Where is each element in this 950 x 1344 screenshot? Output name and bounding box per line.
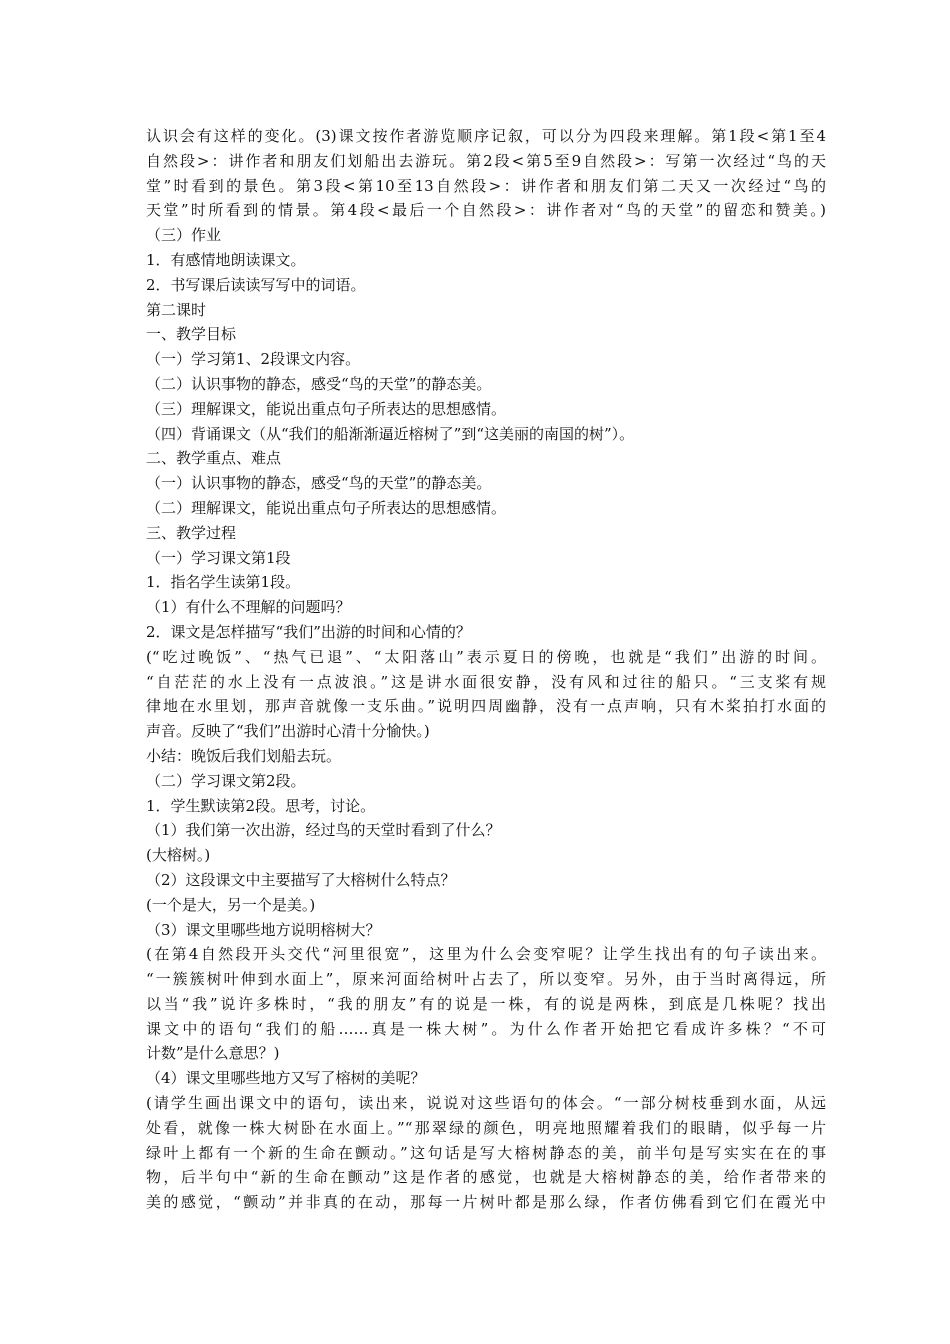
text-line: 声音。反映了“我们”出游时心清十分愉快。) <box>146 722 430 741</box>
text-line: 物，后半句中“新的生命在颤动”这是作者的感觉，也就是大榕树静态的美，给作者带来的 <box>146 1168 826 1187</box>
text-line: 天堂”时所看到的情景。第4段<最后一个自然段>：讲作者对“鸟的天堂”的留恋和赞美。) <box>146 201 826 220</box>
text-line: 三、教学过程 <box>146 523 237 542</box>
text-line: 课文中的语句“我们的船……真是一株大树”。为什么作者开始把它看成许多株？“不可 <box>146 1019 826 1038</box>
text-line: 美的感觉，“颤动”并非真的在动，那每一片树叶都是那么绿，作者仿佛看到它们在霞光中 <box>146 1193 826 1212</box>
text-line: 堂”时看到的景色。第3段<第10至13自然段>：讲作者和朋友们第二天又一次经过“鸟的 <box>146 176 826 195</box>
text-line: （三）理解课文，能说出重点句子所表达的思想感情。 <box>146 399 507 418</box>
text-line: （四）背诵课文（从“我们的船渐渐逼近榕树了”到“这美丽的南国的树”）。 <box>146 424 635 443</box>
text-line: 1．学生默读第2段。思考，讨论。 <box>146 796 376 815</box>
text-line: （2）这段课文中主要描写了大榕树什么特点？ <box>146 870 456 889</box>
text-line: 第二课时 <box>146 300 207 319</box>
text-line: （一）学习课文第1段 <box>146 548 291 567</box>
text-line: (大榕树。) <box>146 846 211 865</box>
text-line: 1．有感情地朗读课文。 <box>146 250 306 269</box>
document-page <box>146 124 826 1215</box>
text-line: 2．书写课后读读写写中的词语。 <box>146 275 366 294</box>
text-line: (请学生画出课文中的语句，读出来，说说对这些语句的体会。“一部分树枝垂到水面，从远 <box>146 1094 826 1113</box>
text-line: 绿叶上都有一个新的生命在颤动。”这句话是写大榕树静态的美，前半句是写实实在在的事 <box>146 1143 826 1162</box>
text-line: 小结：晚饭后我们划船去玩。 <box>146 746 342 765</box>
text-line: 2．课文是怎样描写“我们”出游的时间和心情的？ <box>146 622 471 641</box>
text-line: （3）课文里哪些地方说明榕树大？ <box>146 920 381 939</box>
text-line: 以当“我”说许多株时，“我的朋友”有的说是一株，有的说是两株，到底是几株呢？找出 <box>146 994 826 1013</box>
text-line: （1）我们第一次出游，经过鸟的天堂时看到了什么？ <box>146 821 501 840</box>
text-line: 律地在水里划，那声音就像一支乐曲。”说明四周幽静，没有一点声响，只有木桨拍打水面的 <box>146 697 826 716</box>
text-line: （一）学习第1、2段课文内容。 <box>146 350 361 369</box>
text-line: 1．指名学生读第1段。 <box>146 573 301 592</box>
text-line: (“吃过晚饭”、“热气已退”、“太阳落山”表示夏日的傍晚，也就是“我们”出游的时间。 <box>146 647 826 666</box>
text-line: 一、教学目标 <box>146 325 237 344</box>
text-line: 计数”是什么意思？) <box>146 1044 280 1063</box>
text-line: （1）有什么不理解的问题吗？ <box>146 598 351 617</box>
text-line: （二）学习课文第2段。 <box>146 771 306 790</box>
text-line: 二、教学重点、难点 <box>146 449 282 468</box>
text-line: (一个是大，另一个是美。) <box>146 895 316 914</box>
text-line: “自茫茫的水上没有一点波浪。”这是讲水面很安静，没有风和过往的船只。“三支桨有规 <box>146 672 826 691</box>
text-line: （二）理解课文，能说出重点句子所表达的思想感情。 <box>146 498 507 517</box>
text-line: 处看，就像一株大树卧在水面上。”“那翠绿的颜色，明亮地照耀着我们的眼睛，似乎每一片 <box>146 1118 826 1137</box>
text-line: (在第4自然段开头交代“河里很宽”，这里为什么会变窄呢？让学生找出有的句子读出来。 <box>146 945 826 964</box>
text-line: （二）认识事物的静态，感受“鸟的天堂”的静态美。 <box>146 374 492 393</box>
text-line: “一簇簇树叶伸到水面上”，原来河面给树叶占去了，所以变窄。另外，由于当时离得远，所 <box>146 970 826 989</box>
text-line: （三）作业 <box>146 226 222 245</box>
text-line: （4）课文里哪些地方又写了榕树的美呢？ <box>146 1069 426 1088</box>
text-line: 自然段>：讲作者和朋友们划船出去游玩。第2段<第5至9自然段>：写第一次经过“鸟的天 <box>146 151 826 170</box>
text-line: （一）认识事物的静态，感受“鸟的天堂”的静态美。 <box>146 474 492 493</box>
text-line: 认识会有这样的变化。(3)课文按作者游览顺序记叙，可以分为四段来理解。第1段<第1至4 <box>146 127 826 145</box>
